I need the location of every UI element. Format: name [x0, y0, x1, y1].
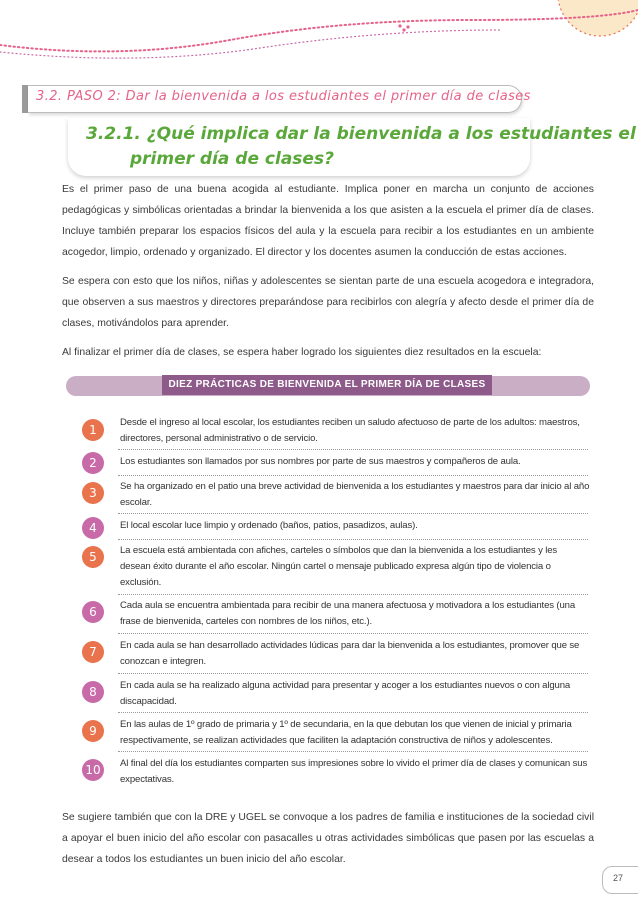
practice-text: La escuela está ambientada con afiches, carteles o símbolos que dan la bienvenida a los estudiantes y les desean éxito durante el año escolar. Ningún cartel o mensaje publicado expresa algún tipo de violencia o exclusión.: [120, 545, 558, 588]
practice-number: 6: [82, 601, 104, 623]
practice-text: Se ha organizado en el patio una breve actividad de bienvenida a los estudiantes y maestros para dar inicio al año escolar.: [120, 481, 590, 508]
closing-paragraph: Se sugiere también que con la DRE y UGEL se convoque a los padres de familia e instituciones de la sociedad civil a apoyar el buen inicio del año escolar con pasacalles u otras actividades simbólicas que pasen por las escuelas a desear a todos los estudiantes un buen inicio del año escolar.: [62, 812, 594, 865]
dotted-divider: [118, 449, 588, 450]
practice-text: Desde el ingreso al local escolar, los estudiantes reciben un saludo afectuoso de parte de los adultos: maestros, directores, personal administrativo o de servicio.: [120, 417, 580, 444]
section-heading-text: 3.2. PASO 2: Dar la bienvenida a los estudiantes el primer día de clases: [36, 89, 531, 104]
practice-text: En cada aula se han desarrollado actividades lúdicas para dar la bienvenida a los estudiantes, promover que se conozcan e integren.: [120, 640, 580, 667]
dotted-divider: [118, 673, 588, 674]
dotted-divider: [118, 513, 588, 514]
page-number: 27: [613, 873, 624, 883]
dotted-garland: [0, 10, 638, 51]
dotted-divider: [118, 712, 588, 713]
practice-text: En cada aula se ha realizado alguna actividad para presentar y acoger a los estudiantes nuevos o con alguna discapacidad.: [120, 680, 571, 707]
page-number-tab: [602, 866, 638, 894]
decorative-header: [0, 0, 638, 80]
decorative-dot: [406, 25, 409, 28]
subsection-heading: [68, 118, 636, 176]
body-paragraph: Se espera con esto que los niños, niñas y adolescentes se sientan parte de una escuela acogedora e integradora, que observen a sus maestros y directores preparándose para recibirlos con alegría y afecto desde el primer día de clases, motivándolos para aprender.: [62, 276, 594, 329]
dotted-divider: [118, 475, 588, 476]
section-heading: [22, 85, 531, 113]
practice-text: En las aulas de 1º grado de primaria y 1º de secundaria, en la que debutan los que vienen de inicial y primaria respectivamente, se realizan actividades que faciliten la adaptación constructiva de niños y adolescentes.: [120, 719, 572, 746]
dotted-divider: [118, 633, 588, 634]
practice-number: 9: [82, 720, 104, 742]
practice-text: Cada aula se encuentra ambientada para recibir de una manera afectuosa y motivadora a los estudiantes (una frase de bienvenida, carteles con nombres de los niños, etc.).: [120, 600, 576, 627]
practice-number: 7: [82, 641, 104, 663]
practice-number: 1: [82, 419, 104, 441]
decorative-dot: [398, 24, 401, 27]
practice-number: 4: [82, 517, 104, 539]
body-paragraph: Es el primer paso de una buena acogida al estudiante. Implica poner en marcha un conjunto de acciones pedagógicas y simbólicas orientadas a brindar la bienvenida a los que asisten a la escuela el primer día de clases. Incluye también preparar los espacios físicos del aula y la escuela para recibir a los estudiantes en un ambiente acogedor, limpio, ordenado y organizado. El director y los docentes asumen la conducción de estas acciones.: [62, 184, 594, 258]
body-paragraph: Al finalizar el primer día de clases, se espera haber logrado los siguientes diez resultados en la escuela:: [62, 347, 542, 358]
subsection-heading-line2: primer día de clases?: [130, 149, 334, 169]
dotted-garland-secondary: [0, 30, 500, 58]
decorative-dot: [402, 28, 405, 31]
dotted-divider: [118, 539, 588, 540]
practice-text: Los estudiantes son llamados por sus nombres por parte de sus maestros y compañeros de aula.: [120, 456, 521, 467]
practices-banner-title: DIEZ PRÁCTICAS DE BIENVENIDA EL PRIMER DÍA DE CLASES: [162, 375, 492, 395]
practice-number: 5: [82, 546, 104, 568]
practice-number: 10: [82, 759, 104, 781]
practice-number: 2: [82, 452, 104, 474]
practice-text: Al final del día los estudiantes comparten sus impresiones sobre lo vivido el primer día de clases y comunican sus expectativas.: [120, 758, 588, 785]
dotted-divider: [118, 594, 588, 595]
practice-number: 3: [82, 482, 104, 504]
practice-text: El local escolar luce limpio y ordenado (baños, patios, pasadizos, aulas).: [120, 520, 418, 531]
practice-number: 8: [82, 681, 104, 703]
subsection-heading-line1: 3.2.1. ¿Qué implica dar la bienvenida a los estudiantes el: [86, 124, 636, 144]
dotted-divider: [118, 751, 588, 752]
